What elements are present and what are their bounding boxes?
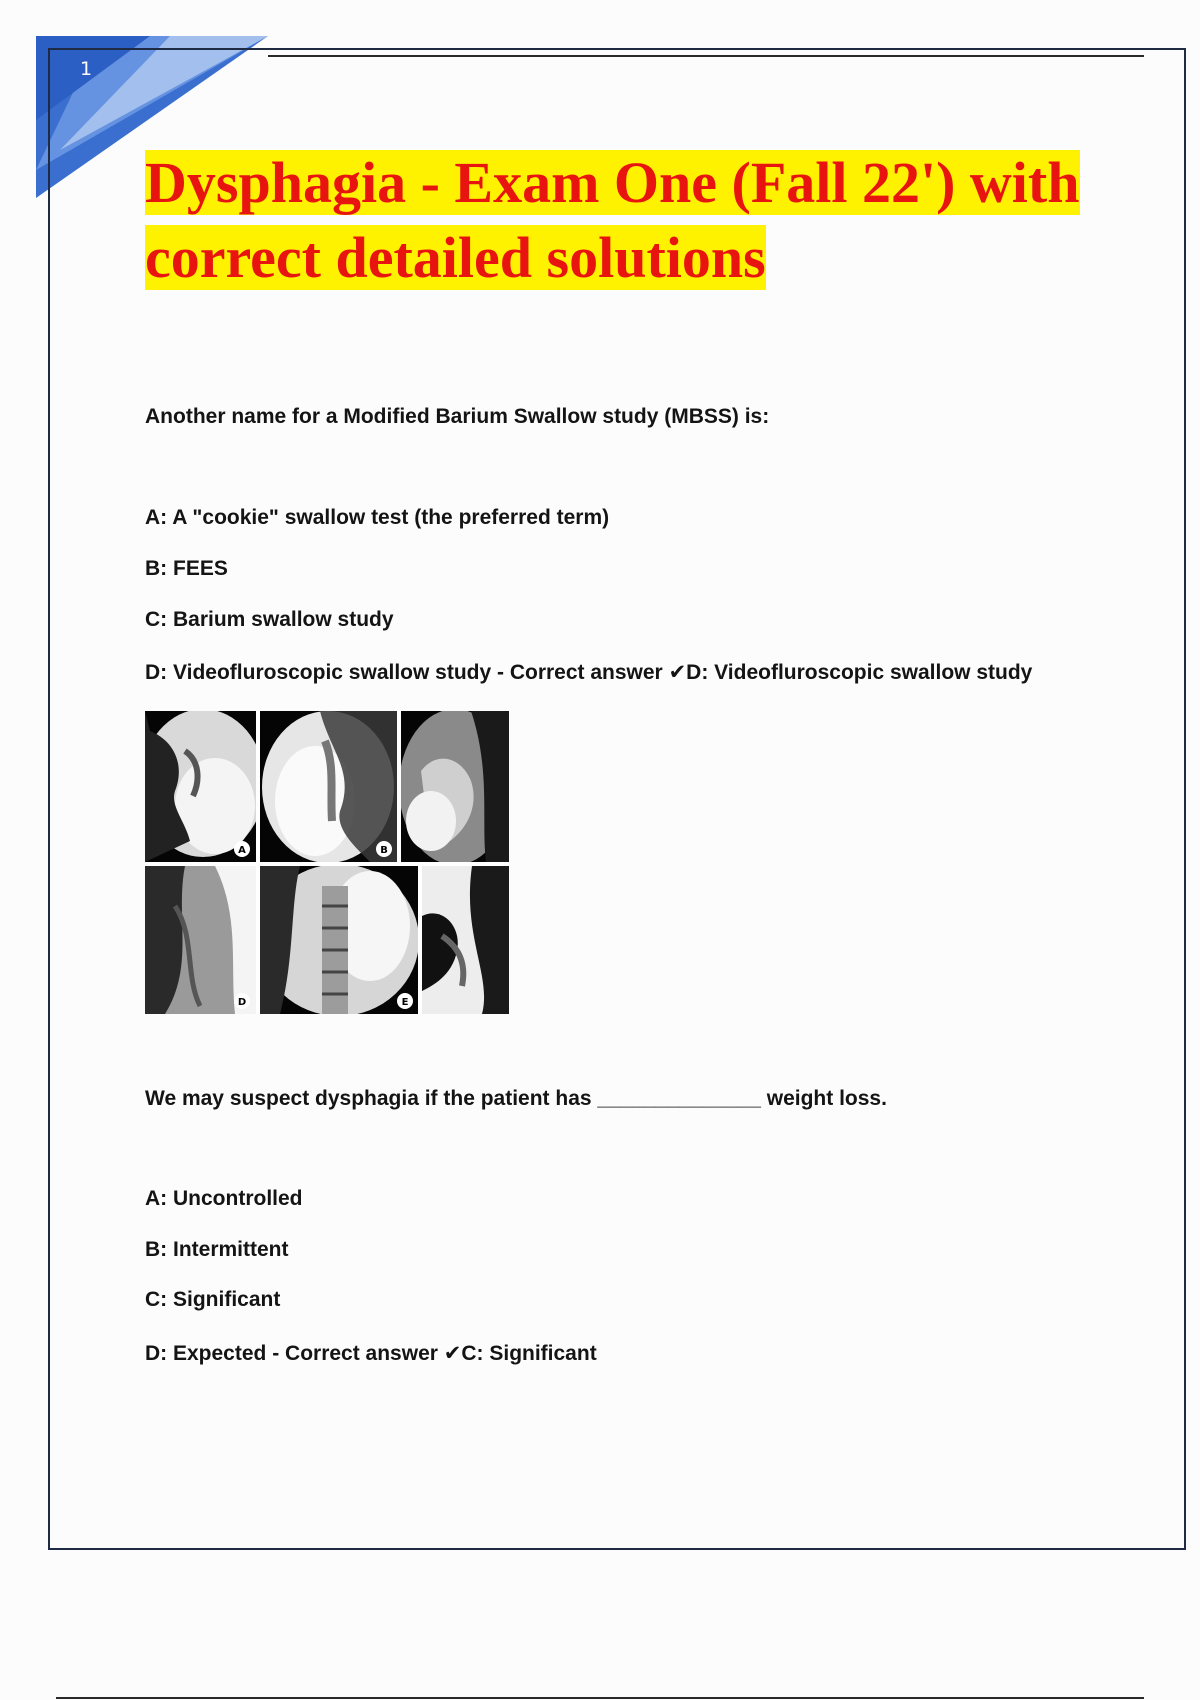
question-1-option-b: B: FEES [145, 557, 228, 580]
question-1-option-c: C: Barium swallow study [145, 608, 394, 631]
question-2-prompt: We may suspect dysphagia if the patient has ______________ weight loss. [145, 1087, 887, 1110]
title-line-1: Dysphagia - Exam One (Fall 22') with [145, 150, 1080, 215]
question-2-option-a: A: Uncontrolled [145, 1187, 303, 1210]
fluoroscopy-panel-a [145, 711, 256, 862]
question-2-option-d-answer: D: Expected - Correct answer ✔C: Significant [145, 1342, 597, 1365]
document-title [145, 145, 1145, 295]
question-1-option-d-answer: D: Videofluroscopic swallow study - Correct answer ✔D: Videofluroscopic swallow study [145, 661, 1033, 684]
fluoroscopy-panel-c [401, 711, 509, 862]
panel-label-e: E [401, 997, 409, 1008]
question-1-prompt: Another name for a Modified Barium Swallow study (MBSS) is: [145, 405, 770, 428]
question-1-option-a: A: A "cookie" swallow test (the preferred term) [145, 506, 610, 529]
panel-label-d: D [237, 997, 247, 1008]
question-2-option-c: C: Significant [145, 1288, 281, 1311]
question-2-option-b: B: Intermittent [145, 1238, 289, 1261]
panel-label-b: B [380, 845, 388, 856]
footer-rule [56, 1697, 1144, 1699]
title-line-2: correct detailed solutions [145, 225, 766, 290]
fluoroscopy-panel-f [422, 866, 509, 1014]
videofluoroscopy-image-grid [145, 711, 509, 1014]
fluoroscopy-panel-b [260, 711, 397, 862]
fluoroscopy-panel-d [145, 866, 256, 1014]
page-number: 1 [80, 58, 93, 80]
panel-label-a: A [238, 845, 246, 856]
fluoroscopy-panel-e [260, 866, 418, 1014]
